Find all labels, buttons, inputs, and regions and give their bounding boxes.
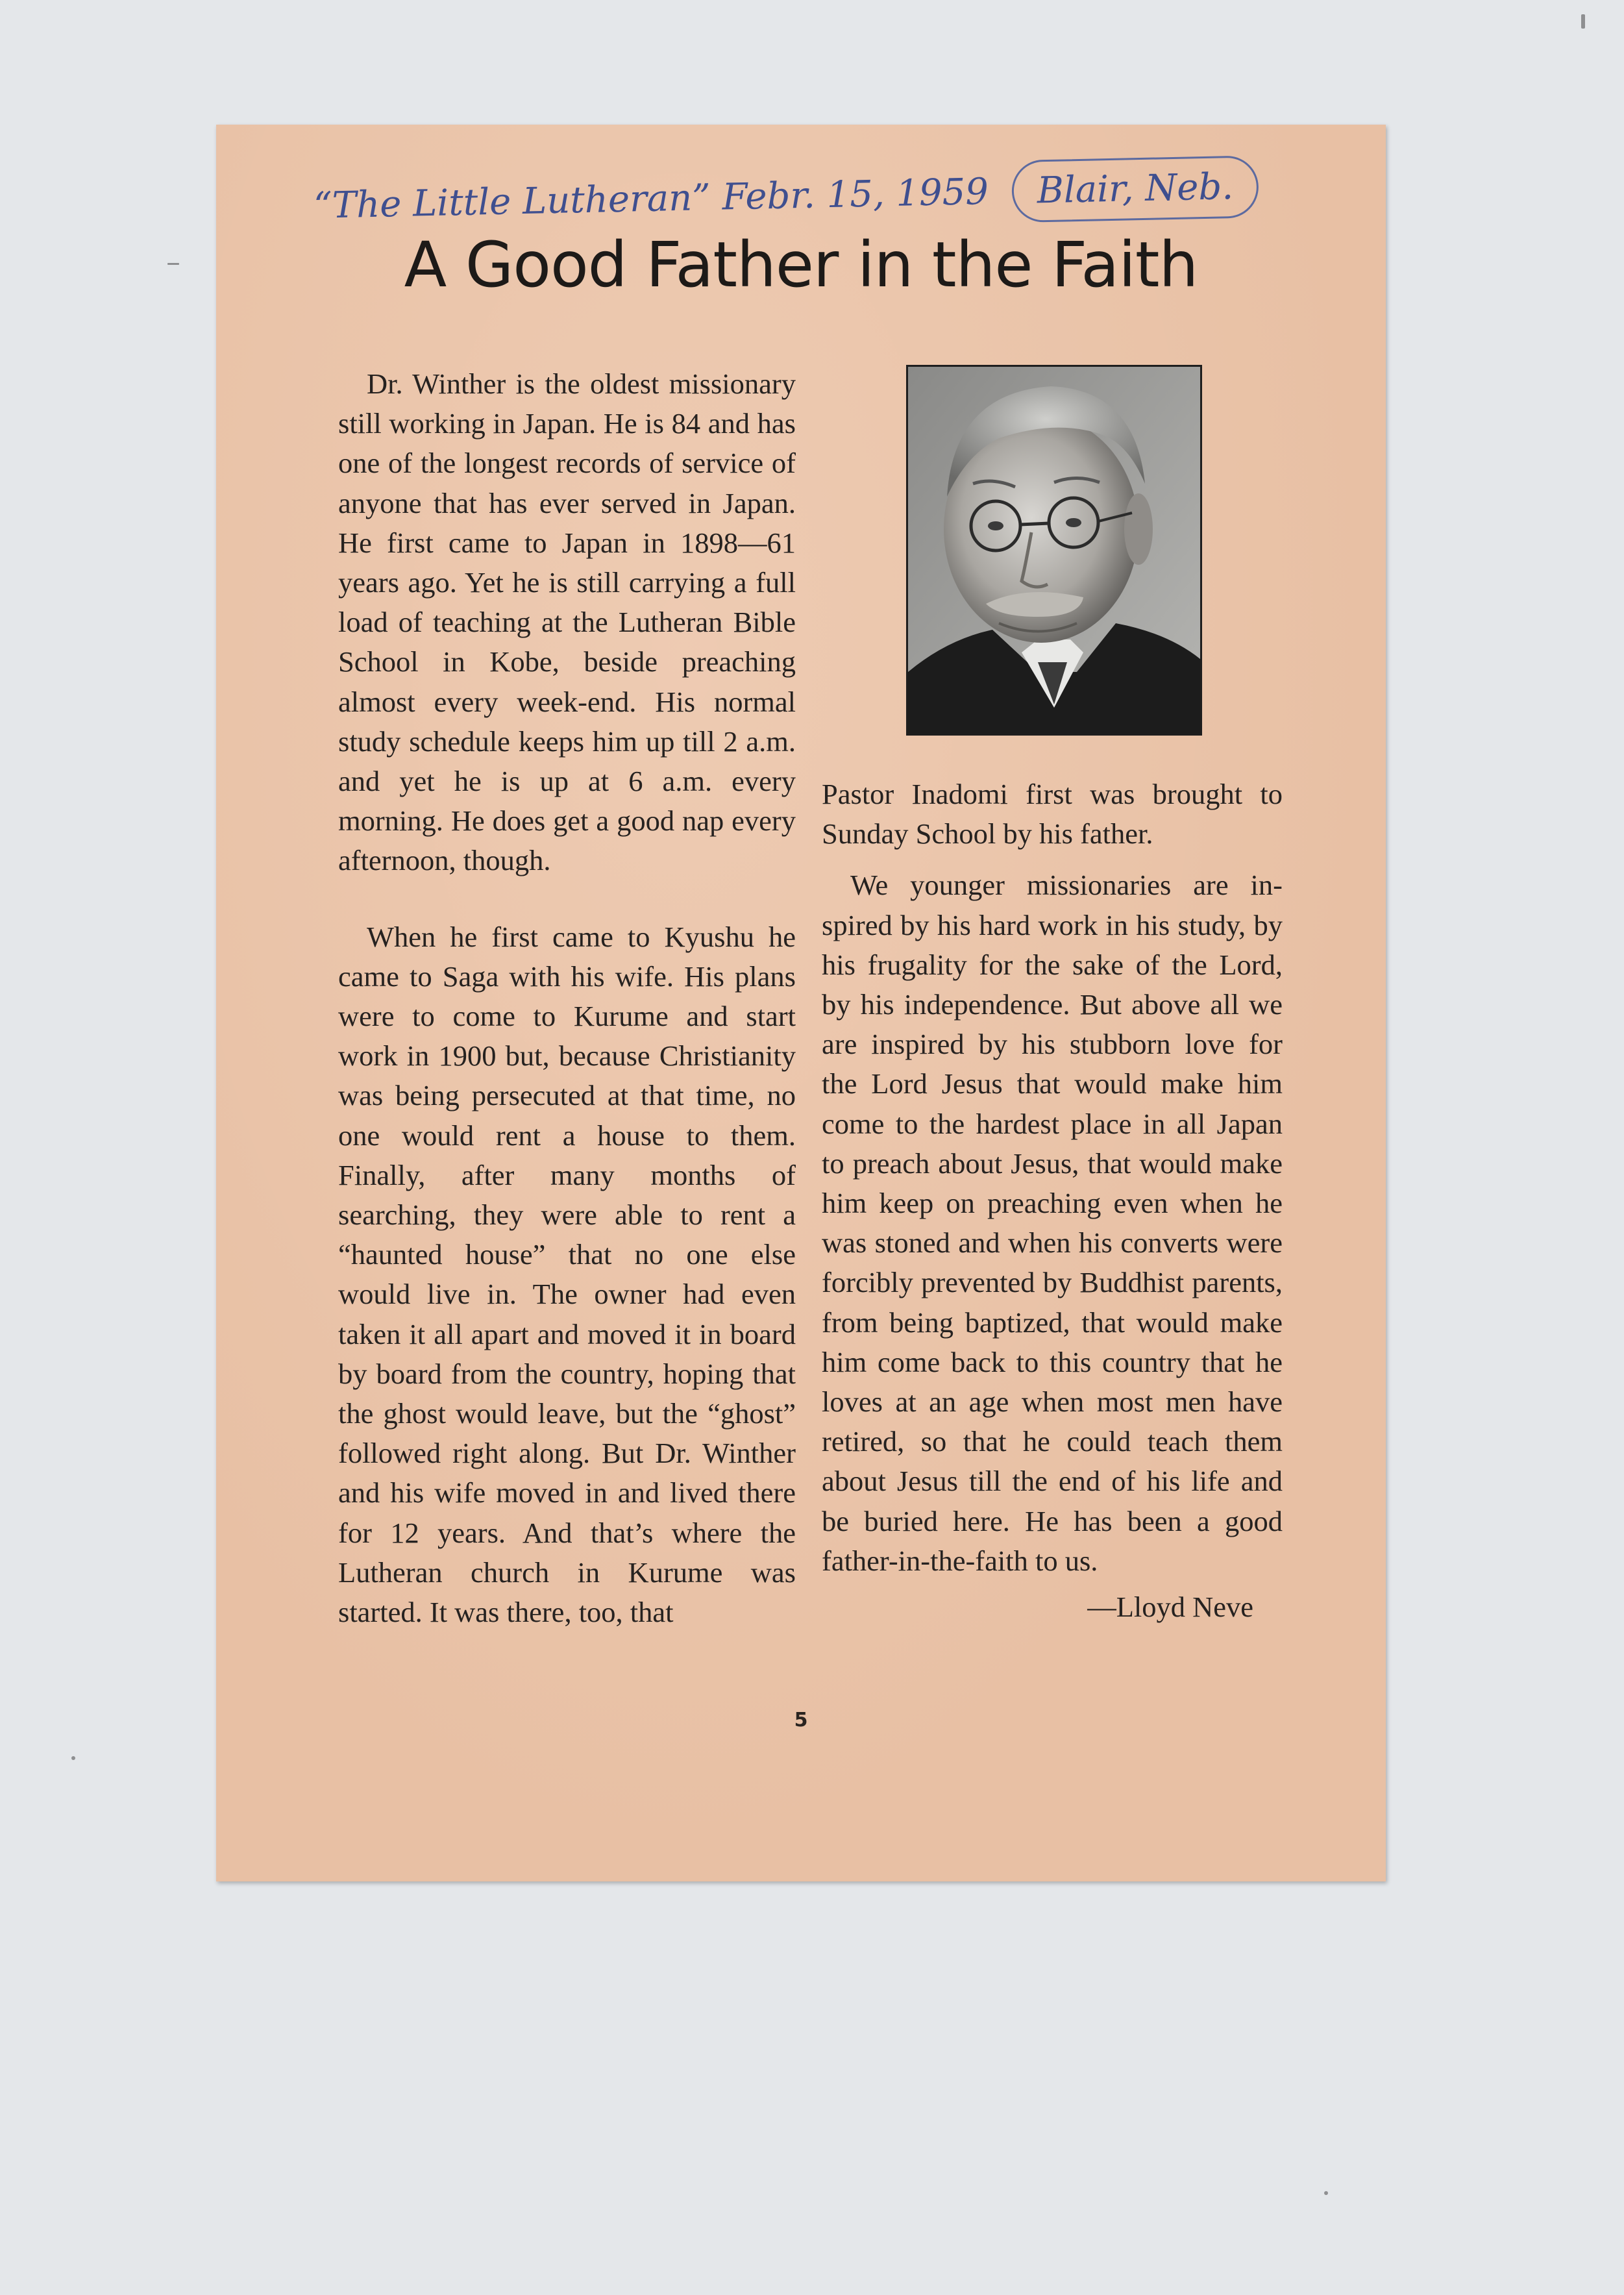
scan-speck xyxy=(167,263,179,265)
scan-speck xyxy=(71,1756,75,1760)
author-byline: —Lloyd Neve xyxy=(1087,1591,1253,1624)
right-paragraph-1: Pastor Inadomi first was brought to Sunday School by his father. xyxy=(822,778,1283,850)
left-paragraph-1: Dr. Winther is the oldest missionary still working in Japan. He is 84 and has one of the longest records of service of anyone that has ever served in Japan. He first came to Japan in 1898—61 years ago. Yet he is still carrying a full load of teaching at the Lutheran Bible School in Kobe, beside preaching almost every week-end. His normal study schedule keeps him up till 2 a.m. and yet he is up at 6 a.m. every morning. He does get a good nap every afternoon, though. xyxy=(338,367,796,877)
right-paragraph-2: We younger missionaries are inspired by his hard work in his study, by his frugality for the sake of the Lord, by his independence. But above all we are inspired by his stubborn love for the Lord Jesus that would make him come to the hardest place in all Japan to preach about Jesus, that would make him keep on preaching even when he was stoned and when his converts were forcibly prevented by Buddhist parents, from being baptized, that would make him come back to this country that he loves at an age when most men have retired, so that he could teach them about Jesus till the end of his life and be buried here. He has been a good father-in-the-faith to us. xyxy=(822,869,1283,1577)
left-paragraph-2: When he first came to Kyushu he came to Saga with his wife. His plans were to come to Kurume and start work in 1900 but, because Christianity was being persecuted at that time, no one would rent a house to them. Finally, after many months of searching, they were able to rent a “haunted house” that no one else would live in. The owner had even taken it all apart and moved it in board by board from the country, hoping that the ghost would leave, but the “ghost” followed right along. But Dr. Winther and his wife moved in and lived there for 12 years. And that’s where the Lutheran church in Kurume was started. It was there, too, that xyxy=(338,920,796,1629)
portrait-image xyxy=(908,367,1200,734)
annotation-place: Blair, Neb. xyxy=(1011,155,1259,223)
scan-speck xyxy=(1324,2191,1328,2195)
page-number: 5 xyxy=(794,1709,808,1731)
annotation-publication: “The Little Lutheran” xyxy=(313,176,711,227)
annotation-date: Febr. 15, 1959 xyxy=(721,170,989,219)
portrait-photo xyxy=(906,365,1202,736)
scan-speck xyxy=(1581,14,1585,29)
left-column xyxy=(338,364,796,1632)
article-title: A Good Father in the Faith xyxy=(404,229,1198,301)
magazine-page xyxy=(216,125,1386,1881)
right-column xyxy=(822,775,1283,1627)
